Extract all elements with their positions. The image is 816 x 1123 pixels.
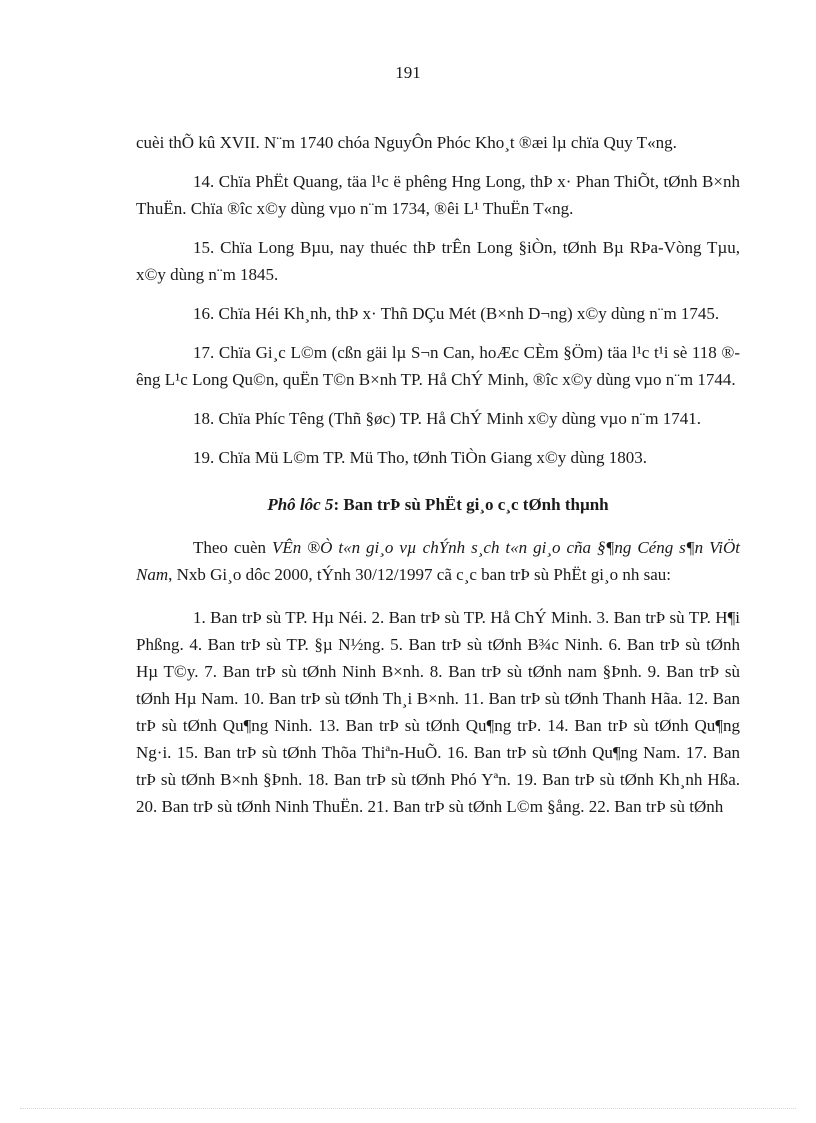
list-item-15: 15. Chïa Long Bµu, nay thuéc thÞ trÊn Long §iÒn, tØnh Bµ RÞa-Vòng Tµu, x©y dùng n¨m 1845. [136, 238, 740, 284]
page-number: 191 [395, 63, 421, 82]
list-item-18: 18. Chïa Phíc Têng (Thñ §øc) TP. Hå ChÝ Minh x©y dùng vµo n¨m 1741. [193, 409, 701, 428]
appendix-intro [136, 534, 740, 588]
intro-prefix: Theo cuèn [193, 538, 272, 557]
appendix-heading [136, 491, 740, 518]
cited-book-title: VÊn ®Ò t«n gi¸o vµ chÝnh s¸ch t«n gi¸o cña §¶ng Céng s¶n ViÖt Nam [136, 538, 740, 584]
page-bottom-divider [20, 1108, 796, 1109]
appendix-heading-lead: Phô lôc 5 [267, 495, 334, 514]
paragraph-continuation: cuèi thÕ kû XVII. N¨m 1740 chóa NguyÔn Phóc Kho¸t ®æi lµ chïa Quy T«ng. [136, 133, 677, 152]
list-item-16: 16. Chïa Héi Kh¸nh, thÞ x· Thñ DÇu Mét (B×nh D¬ng) x©y dùng n¨m 1745. [193, 304, 720, 323]
appendix-list: 1. Ban trÞ sù TP. Hµ Néi. 2. Ban trÞ sù TP. Hå ChÝ Minh. 3. Ban trÞ sù TP. H¶i Phßng. 4. Ban trÞ sù TP. §µ N½ng. 5. Ban trÞ sù tØnh B¾c Ninh. 6. Ban trÞ sù tØnh Hµ T©y. 7. Ban trÞ sù tØnh Ninh B×nh. 8. Ban trÞ sù tØnh nam §Þnh. 9. Ban trÞ sù tØnh Hµ Nam. 10. Ban trÞ sù tØnh Th¸i B×nh. 11. Ban trÞ sù tØnh Thanh Hãa. 12. Ban trÞ sù tØnh Qu¶ng Ninh. 13. Ban trÞ sù tØnh Qu¶ng trÞ. 14. Ban trÞ sù tØnh Qu¶ng Ng·i. 15. Ban trÞ sù tØnh Thõa Thiªn-HuÕ. 16. Ban trÞ sù tØnh Qu¶ng Nam. 17. Ban trÞ sù tØnh B×nh §Þnh. 18. Ban trÞ sù tØnh Phó Yªn. 19. Ban trÞ sù tØnh Kh¸nh Hßa. 20. Ban trÞ sù tØnh Ninh ThuËn. 21. Ban trÞ sù tØnh L©m §ång. 22. Ban trÞ sù tØnh [136, 608, 740, 816]
intro-suffix: , Nxb Gi¸o dôc 2000, tÝnh 30/12/1997 cã c¸c ban trÞ sù PhËt gi¸o nh sau: [168, 565, 671, 584]
appendix-heading-title: : Ban trÞ sù PhËt gi¸o c¸c tØnh thµnh [333, 495, 609, 514]
body-text [136, 129, 740, 820]
list-item-19: 19. Chïa Mü L©m TP. Mü Tho, tØnh TiÒn Giang x©y dùng 1803. [193, 448, 648, 467]
list-item-17: 17. Chïa Gi¸c L©m (cßn gäi lµ S¬n Can, hoÆc CÈm §Öm) täa l¹c t¹i sè 118 ®êng L¹c Long Qu©n, quËn T©n B×nh TP. Hå ChÝ Minh, ®îc x©y dùng vµo n¨m 1744. [136, 343, 740, 389]
list-item-14: 14. Chïa PhËt Quang, täa l¹c ë phêng Hng Long, thÞ x· Phan ThiÕt, tØnh B×nh ThuËn. Chïa ®îc x©y dùng vµo n¨m 1734, ®êi L¹ ThuËn T«ng. [136, 172, 740, 218]
